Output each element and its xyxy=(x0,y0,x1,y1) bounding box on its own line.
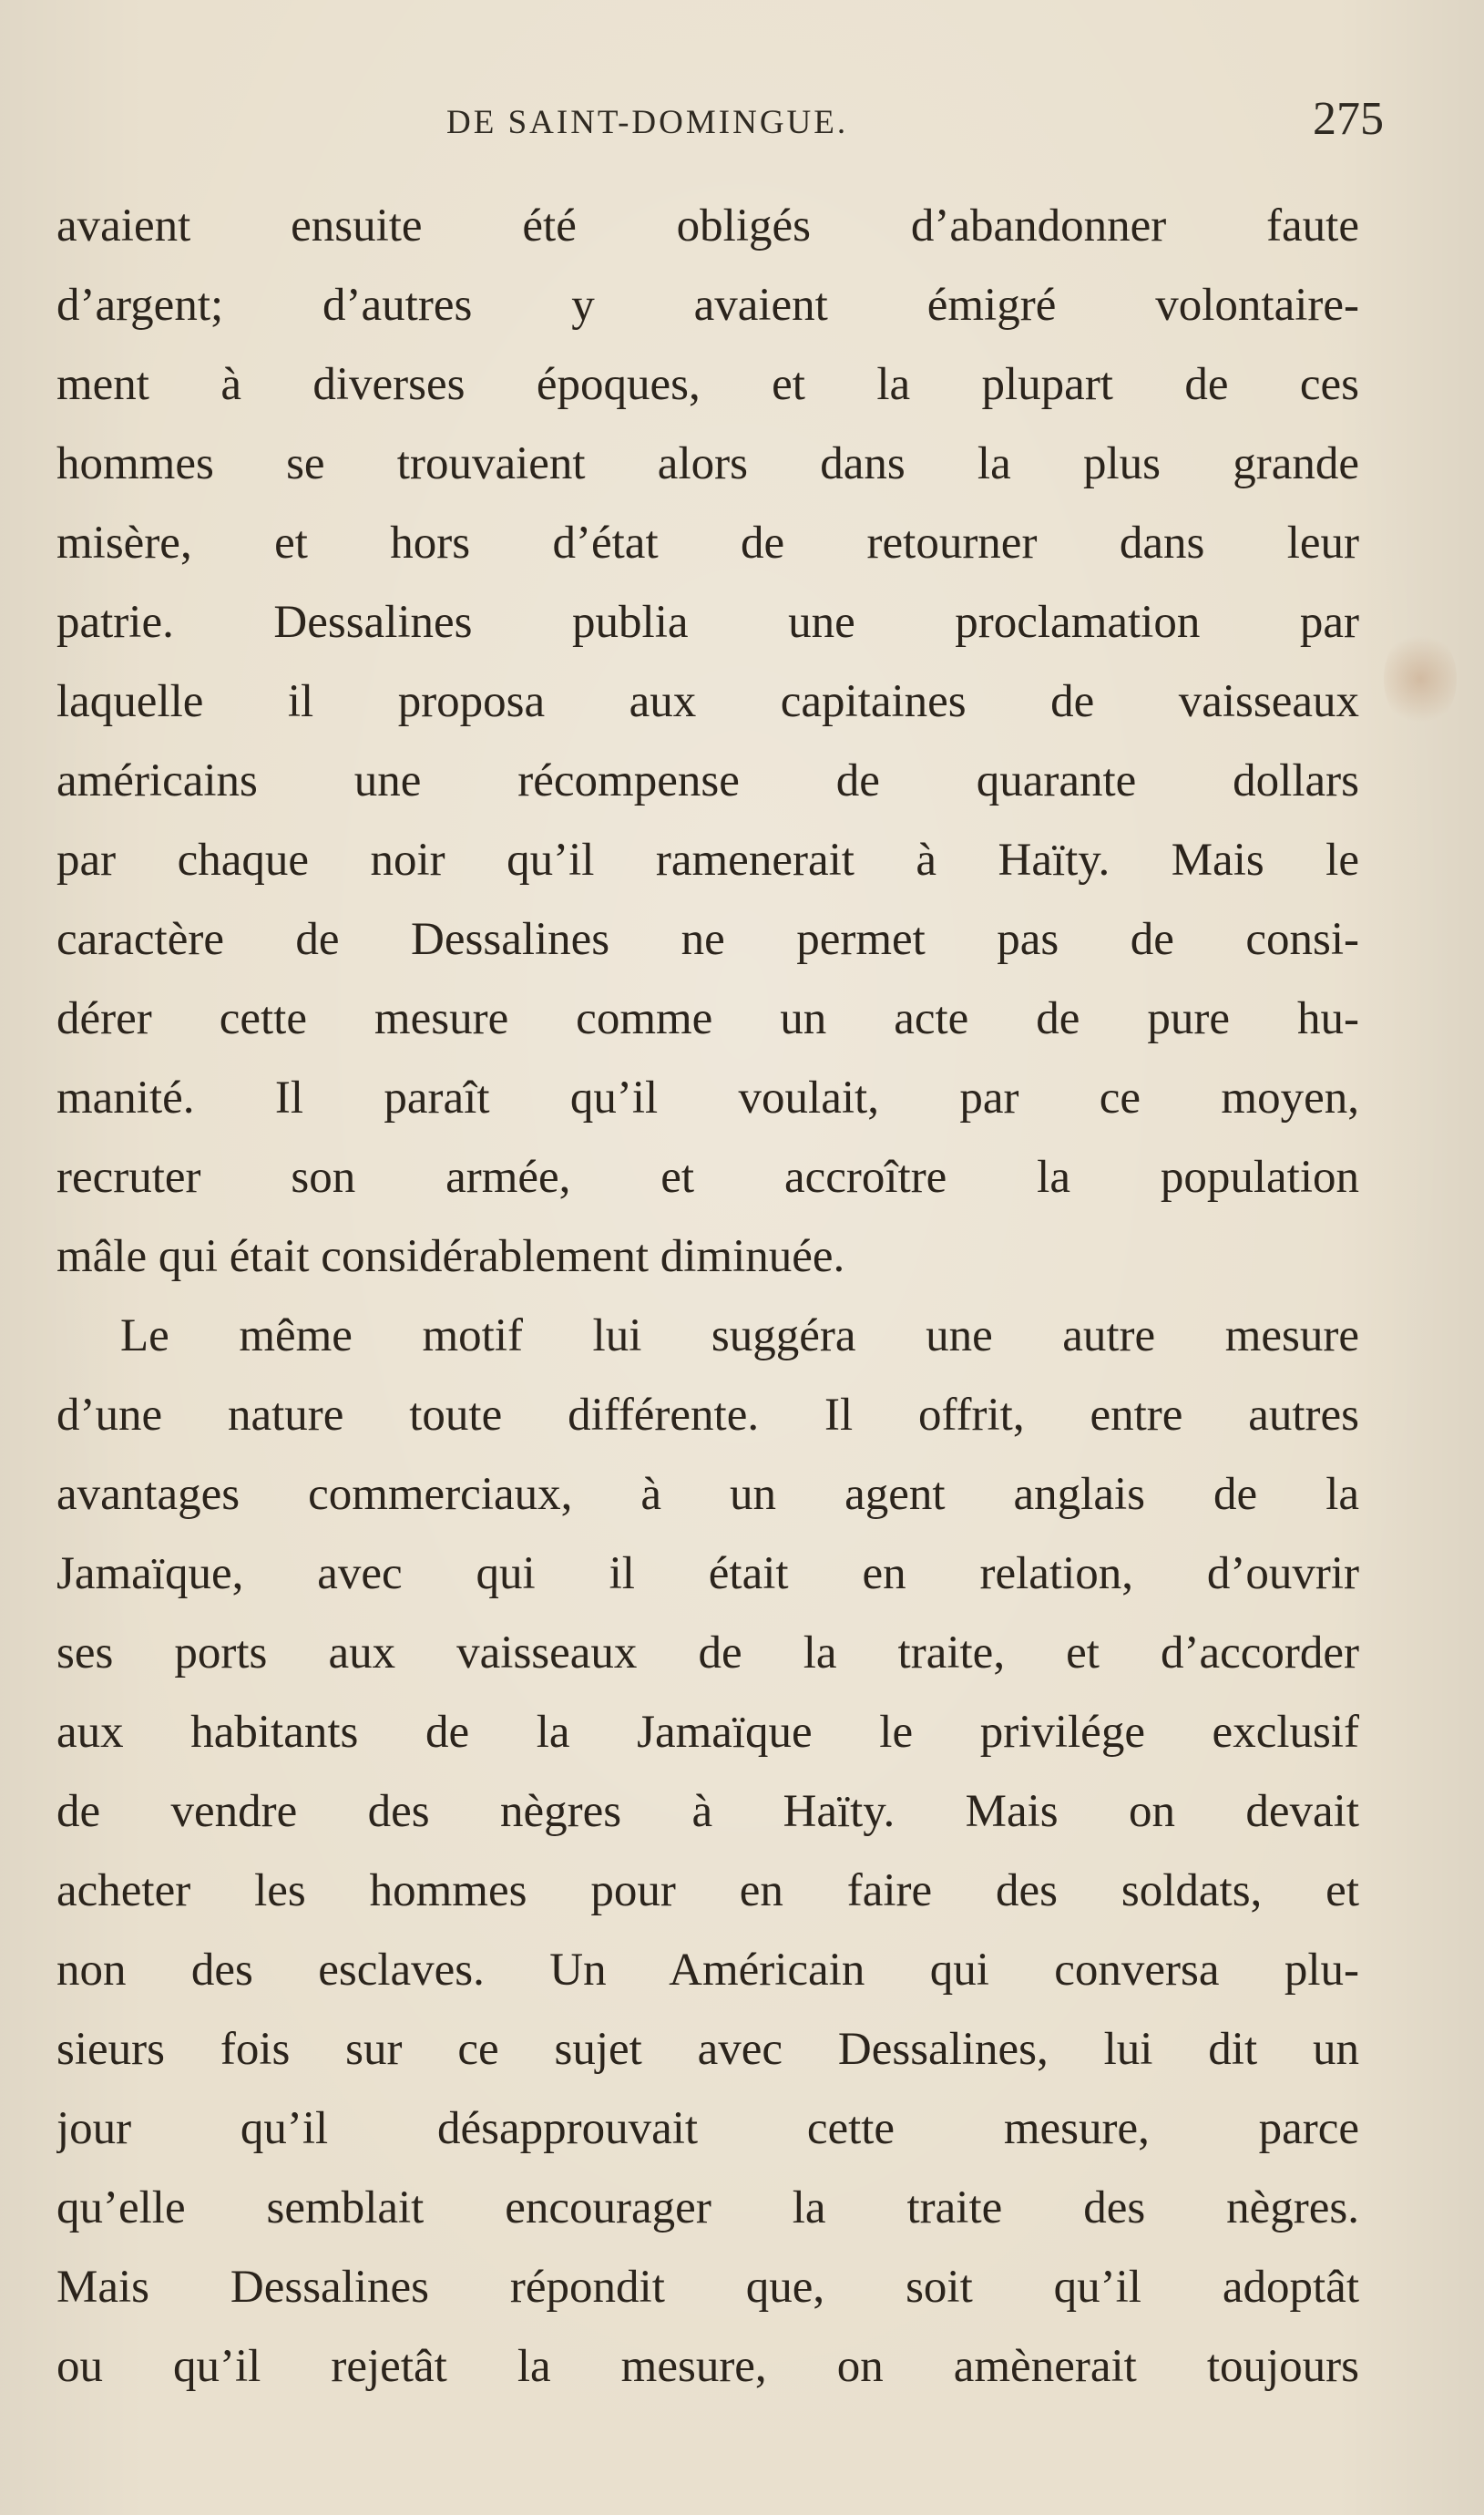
text-line: par chaque noir qu’il ramenerait à Haïty. Mais le xyxy=(56,835,1359,886)
text-line: hommes se trouvaient alors dans la plus grande xyxy=(56,438,1359,489)
text-line: mâle qui était considérablement diminuée. xyxy=(56,1231,845,1282)
text-line: d’une nature toute différente. Il offrit, entre autres xyxy=(56,1390,1359,1441)
text-line: dérer cette mesure comme un acte de pure hu- xyxy=(56,993,1359,1044)
text-line: avantages commerciaux, à un agent anglais de la xyxy=(56,1469,1359,1520)
text-line: Jamaïque, avec qui il était en relation, d’ouvrir xyxy=(56,1548,1359,1599)
text-line: non des esclaves. Un Américain qui conversa plu- xyxy=(56,1945,1359,1996)
text-line: Mais Dessalines répondit que, soit qu’il adoptât xyxy=(56,2262,1359,2313)
text-line: ment à diverses époques, et la plupart de ces xyxy=(56,359,1359,410)
paragraph-1 xyxy=(56,187,1359,1297)
text-line: laquelle il proposa aux capitaines de vaisseaux xyxy=(56,676,1359,727)
text-line: manité. Il paraît qu’il voulait, par ce moyen, xyxy=(56,1073,1359,1124)
paper-stain xyxy=(1384,629,1457,729)
text-line: avaient ensuite été obligés d’abandonner faute xyxy=(56,200,1359,252)
paragraph-2 xyxy=(56,1297,1359,2407)
text-line: jour qu’il désapprouvait cette mesure, parce xyxy=(56,2103,1359,2154)
text-line: recruter son armée, et accroître la population xyxy=(56,1152,1359,1203)
text-line: ses ports aux vaisseaux de la traite, et d’accorder xyxy=(56,1627,1359,1678)
body-text xyxy=(56,187,1359,2407)
text-line: acheter les hommes pour en faire des soldats, et xyxy=(56,1865,1359,1916)
text-line: qu’elle semblait encourager la traite des nègres. xyxy=(56,2182,1359,2233)
text-line: américains une récompense de quarante dollars xyxy=(56,755,1359,806)
running-head: DE SAINT-DOMINGUE. xyxy=(446,104,849,141)
text-line: sieurs fois sur ce sujet avec Dessalines, lui dit un xyxy=(56,2024,1359,2075)
page-header xyxy=(0,87,1484,169)
text-line: de vendre des nègres à Haïty. Mais on devait xyxy=(56,1786,1359,1837)
text-line: aux habitants de la Jamaïque le privilége exclusif xyxy=(56,1707,1359,1758)
text-line: d’argent; d’autres y avaient émigré volontaire- xyxy=(56,280,1359,331)
text-line: Le même motif lui suggéra une autre mesure xyxy=(120,1310,1359,1361)
text-line: ou qu’il rejetât la mesure, on amènerait toujours xyxy=(56,2341,1359,2392)
text-line: caractère de Dessalines ne permet pas de consi- xyxy=(56,914,1359,965)
page-number: 275 xyxy=(1313,93,1384,145)
text-line: patrie. Dessalines publia une proclamation par xyxy=(56,597,1359,648)
text-line: misère, et hors d’état de retourner dans leur xyxy=(56,518,1359,569)
